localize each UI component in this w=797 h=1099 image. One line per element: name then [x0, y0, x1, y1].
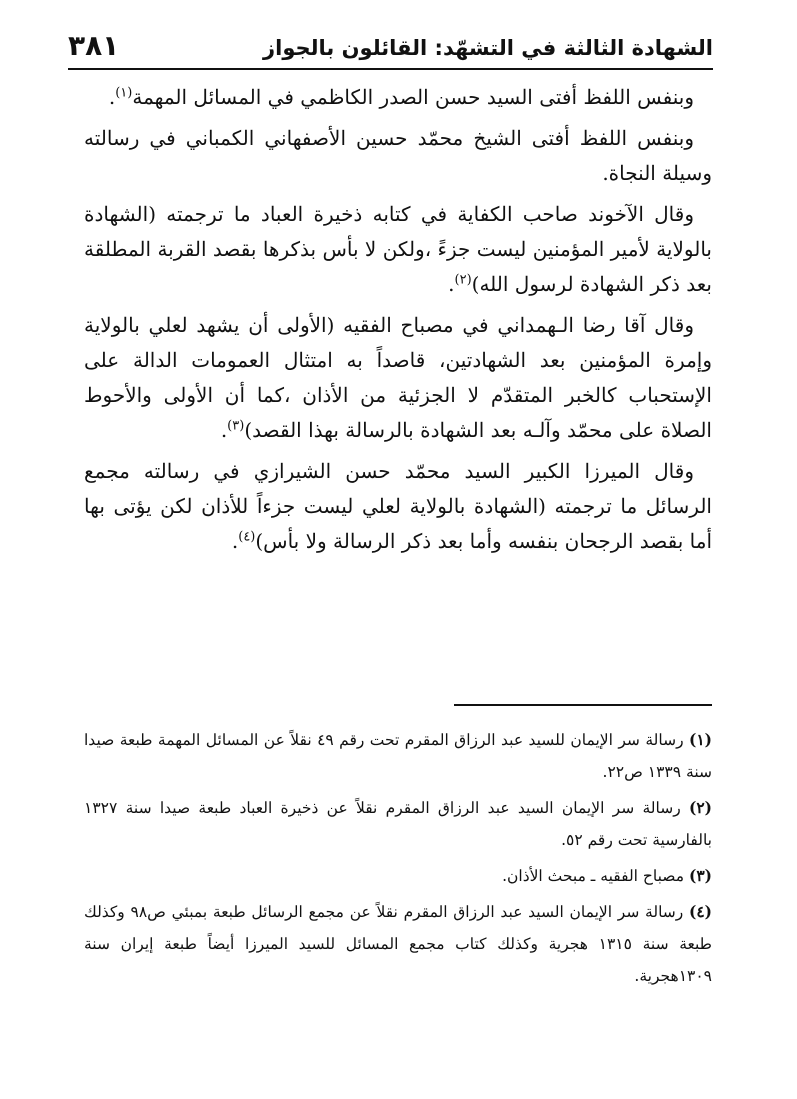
footnote-text: مصباح الفقيه ـ مبحث الأذان.: [502, 867, 685, 885]
footnote-number: (٣): [688, 866, 712, 885]
paragraph: [84, 308, 712, 448]
footnotes: [84, 724, 712, 996]
footnote-number: (٢): [688, 798, 712, 817]
footnote-ref: (٤): [238, 529, 256, 545]
footnote: [84, 724, 712, 788]
footnote-number: (١): [689, 730, 713, 749]
footnote: [84, 896, 712, 992]
footnote-ref: (١): [115, 85, 133, 101]
footnote: [84, 792, 712, 856]
footnote-separator: [454, 704, 712, 706]
footnote-ref: (٣): [227, 418, 245, 434]
paragraph-text: وقال الميرزا الكبير السيد محمّد حسن الشيرازي في رسالته مجمع الرسائل ما ترجمته (الشهادة بالولاية لعلي ليست جزءاً للأذان لكن يؤتى بها أما بقصد الرجحان بنفسه وأما بعد ذكر الرسالة ولا بأس): [84, 459, 712, 553]
footnote-number: (٤): [689, 902, 713, 921]
footnote-text: رسالة سر الإيمان السيد عبد الرزاق المقرم نقلاً عن ذخيرة العباد طبعة صيدا سنة ١٣٢٧ بالفارسية تحت رقم ٥٢.: [84, 799, 712, 849]
paragraph: [84, 80, 712, 115]
footnote-text: رسالة سر الإيمان السيد عبد الرزاق المقرم نقلاً عن مجمع الرسائل طبعة بمبئي ص٩٨ وكذلك طبعة سنة ١٣١٥ هجرية وكذلك كتاب مجمع المسائل للسيد الميرزا أيضاً طبعة إيران سنة ١٣٠٩هجرية.: [84, 903, 712, 985]
paragraph: [84, 121, 712, 191]
paragraph-text: وبنفس اللفظ أفتى السيد حسن الصدر الكاظمي في المسائل المهمة: [132, 85, 694, 109]
paragraph: [84, 454, 712, 559]
paragraph-end: .: [231, 529, 239, 553]
footnote-text: رسالة سر الإيمان للسيد عبد الرزاق المقرم تحت رقم ٤٩ نقلاً عن المسائل المهمة طبعة صيدا سنة ١٣٣٩ ص٢٢.: [84, 731, 712, 781]
paragraph: [84, 197, 712, 302]
paragraph-end: .: [448, 272, 455, 296]
footnote: [84, 860, 712, 892]
paragraph-text: وقال آقا رضا الـهمداني في مصباح الفقيه (الأولى أن يشهد لعلي بالولاية وإمرة المؤمنين بعد الشهادتين، قاصداً به امتثال العمومات الدالة على الإستحباب كالخبر المتقدّم لا الجزئية من الأذان ،كما أن الأولى والأحوط الصلاة على محمّد وآلـه بعد الشهادة بالرسالة بهذا القصد): [84, 313, 712, 442]
paragraph-end: .: [108, 85, 116, 109]
page-number: ٣٨١: [68, 29, 120, 62]
paragraph-end: .: [220, 418, 228, 442]
paragraph-text: وبنفس اللفظ أفتى الشيخ محمّد حسين الأصفهاني الكمباني في رسالته وسيلة النجاة.: [84, 126, 712, 185]
footnote-ref: (٢): [454, 272, 472, 288]
page-header: [68, 28, 713, 70]
paragraph-text: وقال الآخوند صاحب الكفاية في كتابه ذخيرة العباد ما ترجمته (الشهادة بالولاية لأمير المؤمنين ليست جزءً ،ولكن لا بأس بذكرها بقصد القربة المطلقة بعد ذكر الشهادة لرسول الله): [84, 202, 712, 296]
running-title: الشهادة الثالثة في التشهّد: القائلون بالجواز: [263, 36, 713, 60]
main-text: [84, 80, 712, 565]
